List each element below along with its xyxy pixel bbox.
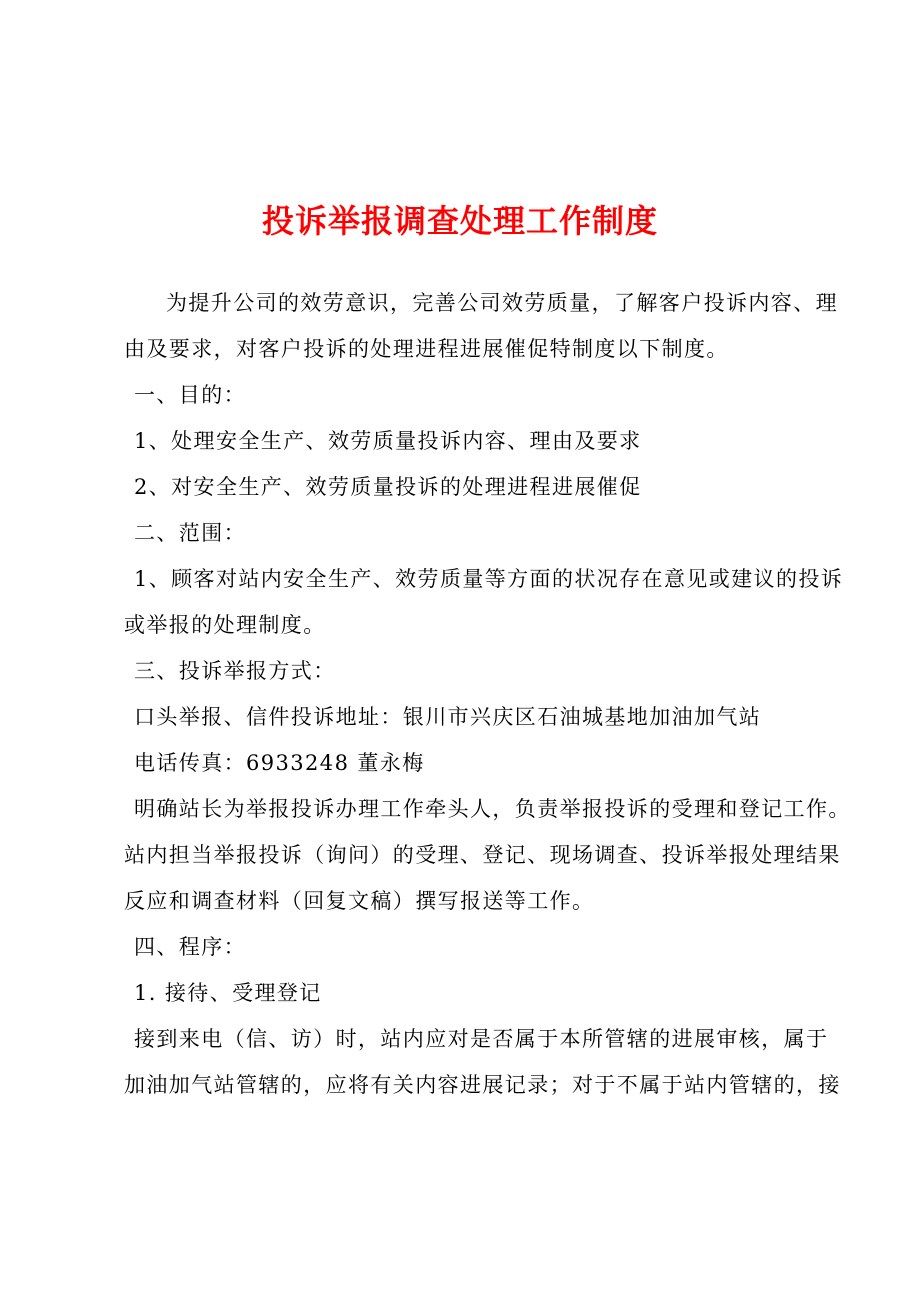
paragraph-line: 由及要求，对客户投诉的处理进程进展催促特制度以下制度。 <box>124 337 729 361</box>
paragraph-line: 站内担当举报投诉（询问）的受理、登记、现场调查、投诉举报处理结果 <box>124 843 841 867</box>
section-heading: 三、投诉举报方式： <box>134 659 336 683</box>
section-heading: 二、范围： <box>134 521 246 545</box>
paragraph-line: 反应和调查材料（回复文稿）撰写报送等工作。 <box>124 889 595 913</box>
paragraph-line: 或举报的处理制度。 <box>124 613 326 637</box>
paragraph-line: 接到来电（信、访）时，站内应对是否属于本所管辖的进展审核，属于 <box>134 1027 829 1051</box>
paragraph-line: 电话传真：6933248 董永梅 <box>134 751 425 775</box>
list-item: 1、顾客对站内安全生产、效劳质量等方面的状况存在意见或建议的投诉 <box>134 567 844 591</box>
list-item: 1、处理安全生产、效劳质量投诉内容、理由及要求 <box>134 429 642 453</box>
section-heading: 四、程序： <box>134 935 246 959</box>
list-item: 1. 接待、受理登记 <box>134 981 322 1005</box>
list-item: 2、对安全生产、效劳质量投诉的处理进程进展催促 <box>134 475 642 499</box>
paragraph-line: 加油加气站管辖的，应将有关内容进展记录；对于不属于站内管辖的，接 <box>124 1073 841 1097</box>
paragraph-line: 为提升公司的效劳意识，完善公司效劳质量，了解客户投诉内容、理 <box>166 291 838 315</box>
section-heading: 一、目的： <box>134 383 246 407</box>
paragraph-line: 口头举报、信件投诉地址：银川市兴庆区石油城基地加油加气站 <box>134 705 762 729</box>
paragraph-line: 明确站长为举报投诉办理工作牵头人，负责举报投诉的受理和登记工作。 <box>134 797 851 821</box>
document-body <box>124 280 851 1108</box>
document-title: 投诉举报调查处理工作制度 <box>261 202 658 240</box>
